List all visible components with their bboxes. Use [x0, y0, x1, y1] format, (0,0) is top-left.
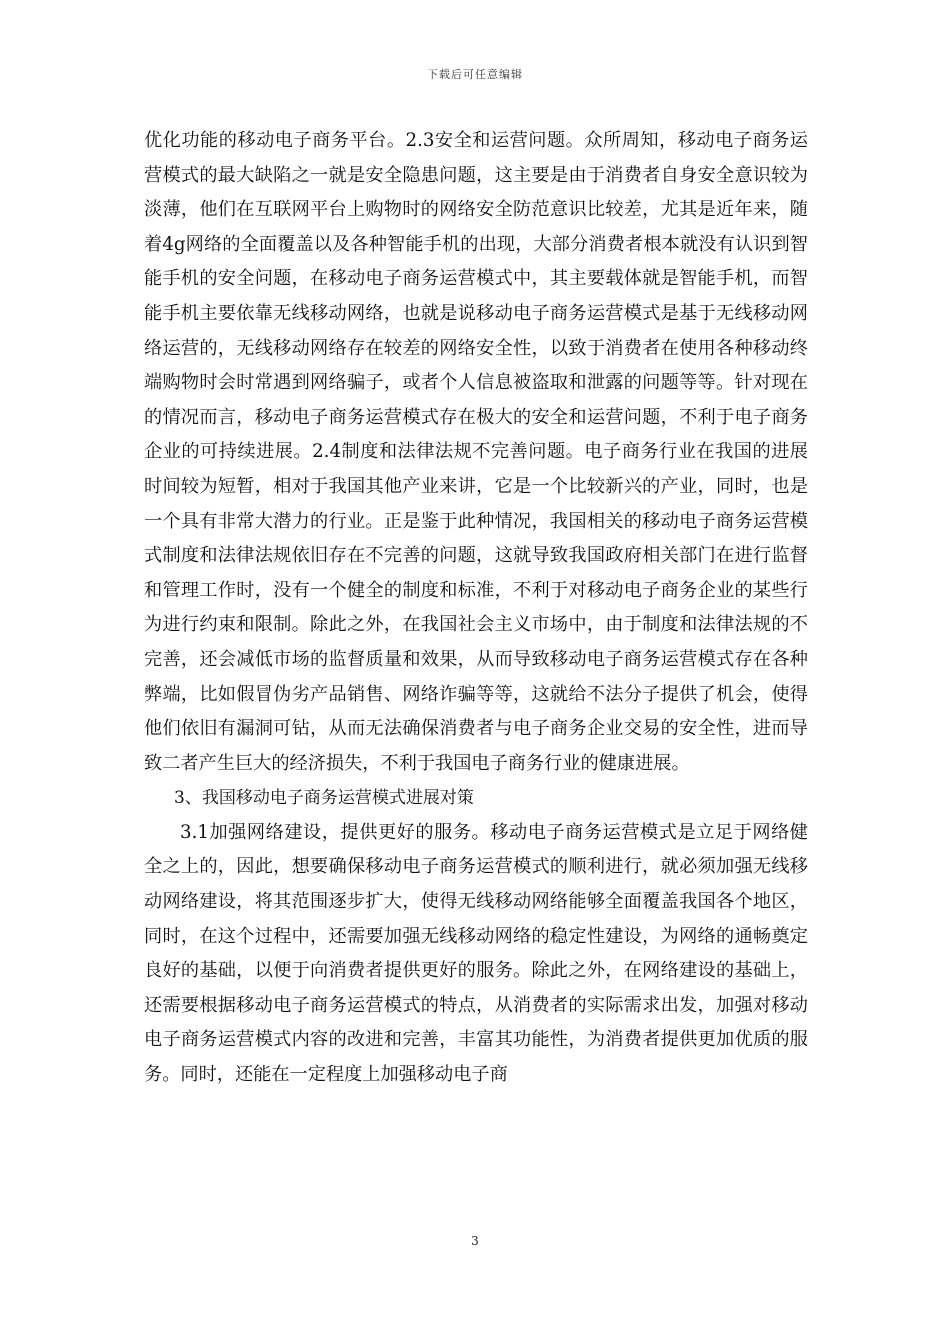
section-heading: 3、我国移动电子商务运营模式进展对策	[174, 788, 474, 809]
page-header: 下载后可任意编辑	[427, 68, 523, 81]
body-text	[144, 124, 808, 1093]
paragraph-security-and-regulation: 优化功能的移动电子商务平台。2.3安全和运营问题。众所周知，移动电子商务运营模式的最大缺陷之一就是安全隐患问题，这主要是由于消费者自身安全意识较为淡薄，他们在互联网平台上购物时的网络安全防范意识比较差，尤其是近年来，随着4g网络的全面覆盖以及各种智能手机的出现，大部分消费者根本就没有认识到智能手机的安全问题，在移动电子商务运营模式中，其主要载体就是智能手机，而智能手机主要依靠无线移动网络，也就是说移动电子商务运营模式是基于无线移动网络运营的，无线移动网络存在较差的网络安全性，以致于消费者在使用各种移动终端购物时会时常遇到网络骗子，或者个人信息被盗取和泄露的问题等等。针对现在的情况而言，移动电子商务运营模式存在极大的安全和运营问题，不利于电子商务企业的可持续进展。2.4制度和法律法规不完善问题。电子商务行业在我国的进展时间较为短暂，相对于我国其他产业来讲，它是一个比较新兴的产业，同时，也是一个具有非常大潜力的行业。正是鉴于此种情况，我国相关的移动电子商务运营模式制度和法律法规依旧存在不完善的问题，这就导致我国政府相关部门在进行监督和管理工作时，没有一个健全的制度和标准，不利于对移动电子商务企业的某些行为进行约束和限制。除此之外，在我国社会主义市场中，由于制度和法律法规的不完善，还会减低市场的监督质量和效果，从而导致移动电子商务运营模式存在各种弊端，比如假冒伪劣产品销售、网络诈骗等等，这就给不法分子提供了机会，使得他们依旧有漏洞可钻，从而无法确保消费者与电子商务企业交易的安全性，进而导致二者产生巨大的经济损失，不利于我国电子商务行业的健康进展。	[144, 130, 808, 774]
paragraph-network-construction: 3.1加强网络建设，提供更好的服务。移动电子商务运营模式是立足于网络健全之上的，因此，想要确保移动电子商务运营模式的顺利进行，就必须加强无线移动网络建设，将其范围逐步扩大，使得无线移动网络能够全面覆盖我国各个地区，同时，在这个过程中，还需要加强无线移动网络的稳定性建设，为网络的通畅奠定良好的基础，以便于向消费者提供更好的服务。除此之外，在网络建设的基础上，还需要根据移动电子商务运营模式的特点，从消费者的实际需求出发，加强对移动电子商务运营模式内容的改进和完善，丰富其功能性，为消费者提供更加优质的服务。同时，还能在一定程度上加强移动电子商	[144, 821, 808, 1086]
page-number: 3	[471, 1234, 479, 1248]
